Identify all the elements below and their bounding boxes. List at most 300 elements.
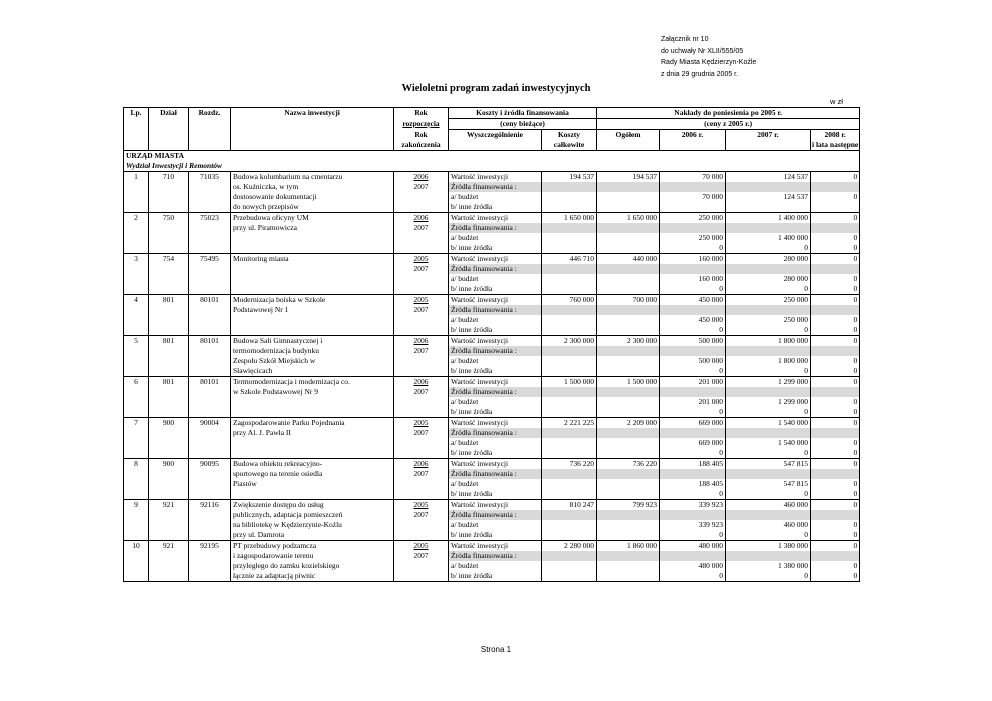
cell-name: termomodernizacja budynku: [231, 346, 394, 356]
cell-total-cost: [542, 233, 597, 243]
cell-dzial: [149, 366, 189, 377]
currency-unit: w zł: [830, 97, 843, 106]
cell-2008: 0: [811, 479, 860, 489]
cell-ogolem: 736 220: [597, 459, 660, 470]
cell-ogolem: 440 000: [597, 254, 660, 265]
cell-2006: 0: [660, 448, 726, 459]
cell-total-cost: 2 300 000: [542, 336, 597, 347]
cell-rozdz: 80101: [189, 336, 231, 347]
cell-2008: [811, 387, 860, 397]
cell-2008: [811, 202, 860, 213]
cell-2006: 0: [660, 284, 726, 295]
cell-ogolem: [597, 551, 660, 561]
cell-end-year: [394, 315, 449, 325]
cell-2007: [726, 469, 811, 479]
cell-total-cost: [542, 346, 597, 356]
cell-name: i zagospodarowanie terenu: [231, 551, 394, 561]
cell-spec: b/ inne źródła: [449, 243, 542, 254]
cell-ogolem: [597, 305, 660, 315]
cell-total-cost: [542, 366, 597, 377]
cell-2006: 450 000: [660, 295, 726, 306]
cell-2007: [726, 223, 811, 233]
cell-total-cost: [542, 284, 597, 295]
cell-ogolem: [597, 274, 660, 284]
cell-end-year: [394, 489, 449, 500]
cell-dzial: 750: [149, 213, 189, 224]
cell-ogolem: 1 500 000: [597, 377, 660, 388]
cell-dzial: [149, 407, 189, 418]
cell-2007: 280 000: [726, 274, 811, 284]
cell-start-year: 2006: [394, 213, 449, 224]
cell-total-cost: [542, 243, 597, 254]
cell-name: Budowa kolumbarium na cmentarzu: [231, 172, 394, 183]
cell-2007: [726, 428, 811, 438]
cell-name: Sławięcicach: [231, 366, 394, 377]
cell-name: Zespołu Szkół Miejskich w: [231, 356, 394, 366]
header-rozdz: Rozdz.: [189, 108, 231, 151]
cell-2006: 70 000: [660, 192, 726, 202]
cell-rozdz: [189, 366, 231, 377]
cell-dzial: [149, 284, 189, 295]
cell-2006: [660, 510, 726, 520]
cell-spec: a/ budżet: [449, 479, 542, 489]
cell-rozdz: [189, 192, 231, 202]
header-koszty-line1: Koszty i źródła finansowania: [476, 108, 569, 117]
cell-2008: 0: [811, 438, 860, 448]
cell-rozdz: 90004: [189, 418, 231, 429]
cell-rozdz: [189, 428, 231, 438]
cell-end-year: 2007: [394, 510, 449, 520]
cell-total-cost: [542, 315, 597, 325]
cell-ogolem: [597, 489, 660, 500]
cell-2006: 70 000: [660, 172, 726, 183]
cell-dzial: [149, 571, 189, 582]
cell-ogolem: [597, 243, 660, 254]
cell-lp: [124, 182, 149, 192]
table-subrow: [124, 284, 860, 295]
cell-lp: [124, 397, 149, 407]
cell-ogolem: 1 860 000: [597, 541, 660, 552]
cell-2006: 0: [660, 243, 726, 254]
cell-lp: [124, 315, 149, 325]
attachment-line: Rady Miasta Kędzierzyn-Koźle: [661, 59, 757, 66]
cell-name: przy Al. J. Pawła II: [231, 428, 394, 438]
cell-spec: Wartość inwestycji: [449, 541, 542, 552]
cell-dzial: [149, 510, 189, 520]
cell-2006: 480 000: [660, 541, 726, 552]
cell-2007: 460 000: [726, 500, 811, 511]
table-row: [124, 459, 860, 470]
cell-2007: [726, 387, 811, 397]
cell-dzial: [149, 202, 189, 213]
table-subrow: [124, 469, 860, 479]
cell-2008: [811, 346, 860, 356]
cell-rozdz: [189, 561, 231, 571]
cell-2008: 0: [811, 295, 860, 306]
header-zakonczenia: [394, 130, 449, 151]
cell-ogolem: [597, 223, 660, 233]
cell-spec: Źródła finansowania :: [449, 428, 542, 438]
cell-dzial: [149, 325, 189, 336]
cell-name: PT przebudowy podzamcza: [231, 541, 394, 552]
cell-rozdz: [189, 315, 231, 325]
cell-dzial: [149, 346, 189, 356]
table-subrow: [124, 397, 860, 407]
cell-2008: 0: [811, 520, 860, 530]
cell-spec: Wartość inwestycji: [449, 500, 542, 511]
cell-end-year: 2007: [394, 551, 449, 561]
table-subrow: [124, 223, 860, 233]
cell-2008: 0: [811, 377, 860, 388]
cell-total-cost: [542, 202, 597, 213]
cell-2006: 0: [660, 489, 726, 500]
cell-2008: 0: [811, 500, 860, 511]
cell-name: [231, 315, 394, 325]
cell-ogolem: [597, 428, 660, 438]
cell-name: przyległego do zamku kozielskiego: [231, 561, 394, 571]
cell-2007: 1 540 000: [726, 418, 811, 429]
cell-total-cost: [542, 571, 597, 582]
cell-rozdz: [189, 520, 231, 530]
cell-2006: [660, 551, 726, 561]
cell-2008: [811, 305, 860, 315]
cell-ogolem: [597, 315, 660, 325]
cell-total-cost: 736 220: [542, 459, 597, 470]
cell-2007: 1 400 000: [726, 233, 811, 243]
cell-rozdz: [189, 571, 231, 582]
cell-2006: [660, 223, 726, 233]
cell-2007: 0: [726, 571, 811, 582]
cell-name: sportowego na terenie osiedla: [231, 469, 394, 479]
table-subrow: [124, 571, 860, 582]
cell-2007: 280 000: [726, 254, 811, 265]
cell-rozdz: 90095: [189, 459, 231, 470]
cell-dzial: [149, 305, 189, 315]
cell-rozdz: [189, 243, 231, 254]
cell-total-cost: [542, 520, 597, 530]
cell-ogolem: [597, 202, 660, 213]
cell-name: Podstawowej Nr 1: [231, 305, 394, 315]
cell-rozdz: [189, 274, 231, 284]
cell-start-year: 2005: [394, 254, 449, 265]
page-title: Wieloletni program zadań inwestycyjnych: [401, 83, 591, 94]
cell-2006: [660, 428, 726, 438]
cell-2007: [726, 510, 811, 520]
cell-2006: [660, 346, 726, 356]
cell-ogolem: [597, 407, 660, 418]
cell-total-cost: [542, 428, 597, 438]
table-subrow: [124, 356, 860, 366]
cell-rozdz: [189, 551, 231, 561]
table-subrow: [124, 264, 860, 274]
cell-2007: 0: [726, 243, 811, 254]
cell-spec: a/ budżet: [449, 233, 542, 243]
cell-rozdz: [189, 407, 231, 418]
cell-2006: 160 000: [660, 274, 726, 284]
cell-lp: [124, 407, 149, 418]
cell-dzial: 801: [149, 377, 189, 388]
cell-dzial: 921: [149, 500, 189, 511]
table-subrow: [124, 182, 860, 192]
attachment-note: [661, 34, 756, 80]
cell-dzial: 754: [149, 254, 189, 265]
cell-2006: 0: [660, 366, 726, 377]
cell-lp: [124, 325, 149, 336]
header-rozpoczecia: [394, 119, 449, 130]
cell-name: os. Kuźniczka, w tym: [231, 182, 394, 192]
header-dzial: Dział: [149, 108, 189, 151]
cell-ogolem: [597, 530, 660, 541]
cell-end-year: [394, 233, 449, 243]
cell-spec: Źródła finansowania :: [449, 223, 542, 233]
cell-total-cost: 1 650 000: [542, 213, 597, 224]
cell-dzial: [149, 489, 189, 500]
cell-2008: 0: [811, 315, 860, 325]
cell-rozdz: 92116: [189, 500, 231, 511]
header-2006: 2006 r.: [660, 130, 726, 151]
cell-2006: [660, 264, 726, 274]
cell-spec: b/ inne źródła: [449, 366, 542, 377]
cell-dzial: 710: [149, 172, 189, 183]
cell-name: przy ul. Piramowicza: [231, 223, 394, 233]
table-subrow: [124, 551, 860, 561]
cell-spec: b/ inne źródła: [449, 448, 542, 459]
table-row: [124, 213, 860, 224]
cell-rozdz: [189, 346, 231, 356]
table-subrow: [124, 448, 860, 459]
cell-dzial: [149, 315, 189, 325]
cell-2006: 0: [660, 325, 726, 336]
cell-dzial: [149, 479, 189, 489]
table-subrow: [124, 315, 860, 325]
cell-2006: [660, 202, 726, 213]
cell-total-cost: [542, 510, 597, 520]
cell-rozdz: [189, 438, 231, 448]
cell-rozdz: 80101: [189, 295, 231, 306]
cell-lp: 3: [124, 254, 149, 265]
cell-2008: 0: [811, 233, 860, 243]
cell-ogolem: [597, 284, 660, 295]
cell-2008: 0: [811, 530, 860, 541]
cell-2007: 0: [726, 530, 811, 541]
cell-2008: 0: [811, 336, 860, 347]
cell-2008: 0: [811, 284, 860, 295]
cell-lp: [124, 428, 149, 438]
cell-lp: [124, 469, 149, 479]
cell-dzial: [149, 264, 189, 274]
cell-spec: a/ budżet: [449, 274, 542, 284]
cell-end-year: [394, 479, 449, 489]
cell-ogolem: [597, 571, 660, 582]
cell-lp: [124, 520, 149, 530]
cell-2006: 480 000: [660, 561, 726, 571]
cell-name: na bibliotekę w Kędzierzynie-Koźlu: [231, 520, 394, 530]
cell-2008: 0: [811, 366, 860, 377]
cell-start-year: 2005: [394, 541, 449, 552]
cell-dzial: [149, 469, 189, 479]
cell-2006: 669 000: [660, 438, 726, 448]
cell-name: Budowa Sali Gimnastycznej i: [231, 336, 394, 347]
cell-2006: 250 000: [660, 213, 726, 224]
cell-end-year: [394, 284, 449, 295]
cell-ogolem: [597, 469, 660, 479]
cell-total-cost: [542, 469, 597, 479]
cell-2006: 500 000: [660, 336, 726, 347]
cell-2006: 450 000: [660, 315, 726, 325]
cell-total-cost: [542, 182, 597, 192]
table-subrow: [124, 428, 860, 438]
cell-2007: 1 299 000: [726, 377, 811, 388]
cell-ogolem: [597, 182, 660, 192]
header-2008: [811, 130, 860, 151]
cell-2008: 0: [811, 448, 860, 459]
cell-end-year: [394, 448, 449, 459]
cell-2008: 0: [811, 418, 860, 429]
cell-total-cost: [542, 551, 597, 561]
cell-2008: 0: [811, 325, 860, 336]
table-subrow: [124, 202, 860, 213]
cell-rozdz: [189, 530, 231, 541]
cell-lp: [124, 356, 149, 366]
cell-total-cost: [542, 479, 597, 489]
cell-ogolem: [597, 561, 660, 571]
cell-end-year: 2007: [394, 264, 449, 274]
cell-spec: b/ inne źródła: [449, 325, 542, 336]
table-subrow: [124, 561, 860, 571]
cell-spec: Wartość inwestycji: [449, 377, 542, 388]
cell-lp: [124, 510, 149, 520]
cell-spec: b/ inne źródła: [449, 284, 542, 295]
attachment-line: do uchwały Nr XLII/555/05: [661, 47, 744, 55]
cell-end-year: [394, 530, 449, 541]
header-wyszczegolnienie: Wyszczególnienie: [449, 130, 542, 151]
cell-name: dostosowanie dokumentacji: [231, 192, 394, 202]
table-row: [124, 418, 860, 429]
table-subrow: [124, 387, 860, 397]
cell-total-cost: [542, 448, 597, 459]
cell-spec: a/ budżet: [449, 356, 542, 366]
cell-dzial: 900: [149, 459, 189, 470]
cell-start-year: 2006: [394, 459, 449, 470]
cell-end-year: 2007: [394, 428, 449, 438]
cell-dzial: [149, 233, 189, 243]
cell-2008: 0: [811, 397, 860, 407]
cell-spec: b/ inne źródła: [449, 202, 542, 213]
cell-rozdz: [189, 510, 231, 520]
cell-name: w Szkole Podstawowej Nr 9: [231, 387, 394, 397]
cell-name: [231, 489, 394, 500]
cell-2007: [726, 264, 811, 274]
investment-table: [123, 107, 860, 582]
cell-ogolem: [597, 510, 660, 520]
cell-lp: 5: [124, 336, 149, 347]
cell-2008: 0: [811, 243, 860, 254]
table-subrow: [124, 274, 860, 284]
cell-rozdz: [189, 397, 231, 407]
cell-2008: 0: [811, 561, 860, 571]
cell-end-year: 2007: [394, 305, 449, 315]
cell-2008: 0: [811, 541, 860, 552]
cell-lp: [124, 448, 149, 459]
cell-dzial: [149, 428, 189, 438]
cell-lp: [124, 530, 149, 541]
header-koszty-calkowite: [542, 130, 597, 151]
cell-end-year: [394, 561, 449, 571]
cell-dzial: 801: [149, 336, 189, 347]
cell-name: Monitoring miasta: [231, 254, 394, 265]
cell-name: łącznie za adaptacją piwnic: [231, 571, 394, 582]
cell-ogolem: [597, 438, 660, 448]
table-subrow: [124, 407, 860, 418]
cell-lp: [124, 305, 149, 315]
header-ogolem: Ogółem: [597, 130, 660, 151]
cell-total-cost: 194 537: [542, 172, 597, 183]
cell-rozdz: [189, 356, 231, 366]
cell-total-cost: [542, 274, 597, 284]
table-subrow: [124, 346, 860, 356]
cell-rozdz: 75495: [189, 254, 231, 265]
cell-total-cost: [542, 223, 597, 233]
table-row: [124, 377, 860, 388]
cell-ogolem: [597, 356, 660, 366]
cell-ogolem: 799 923: [597, 500, 660, 511]
cell-2008: 0: [811, 459, 860, 470]
cell-ogolem: 1 650 000: [597, 213, 660, 224]
cell-dzial: [149, 274, 189, 284]
cell-lp: [124, 284, 149, 295]
cell-name: do nowych przepisów: [231, 202, 394, 213]
header-rok: Rok: [394, 108, 449, 119]
cell-dzial: [149, 530, 189, 541]
cell-dzial: [149, 387, 189, 397]
table-row: [124, 254, 860, 265]
cell-rozdz: 92195: [189, 541, 231, 552]
cell-spec: a/ budżet: [449, 192, 542, 202]
cell-2007: 460 000: [726, 520, 811, 530]
attachment-line: Załącznik nr 10: [661, 36, 709, 43]
cell-spec: Wartość inwestycji: [449, 254, 542, 265]
cell-total-cost: 446 710: [542, 254, 597, 265]
cell-lp: [124, 264, 149, 274]
cell-name: Zagospodarowanie Parku Pojednania: [231, 418, 394, 429]
cell-2008: [811, 264, 860, 274]
table-row: [124, 172, 860, 183]
cell-ogolem: 2 300 000: [597, 336, 660, 347]
cell-end-year: [394, 274, 449, 284]
cell-lp: [124, 233, 149, 243]
cell-2007: [726, 551, 811, 561]
cell-end-year: [394, 356, 449, 366]
cell-lp: [124, 366, 149, 377]
cell-lp: [124, 346, 149, 356]
cell-ogolem: 700 000: [597, 295, 660, 306]
cell-dzial: [149, 551, 189, 561]
table-subrow: [124, 530, 860, 541]
header-ceny-2005: (ceny z 2005 r.): [597, 119, 860, 130]
cell-end-year: [394, 325, 449, 336]
cell-2006: [660, 387, 726, 397]
subsection-title: Wydział Inwestycji i Remontów: [124, 161, 860, 172]
cell-2008: 0: [811, 489, 860, 500]
cell-name: [231, 438, 394, 448]
cell-2007: 0: [726, 325, 811, 336]
cell-2006: 339 923: [660, 500, 726, 511]
cell-name: Piastów: [231, 479, 394, 489]
cell-lp: [124, 192, 149, 202]
cell-spec: Wartość inwestycji: [449, 418, 542, 429]
cell-end-year: [394, 397, 449, 407]
header-2007: 2007 r.: [726, 130, 811, 151]
